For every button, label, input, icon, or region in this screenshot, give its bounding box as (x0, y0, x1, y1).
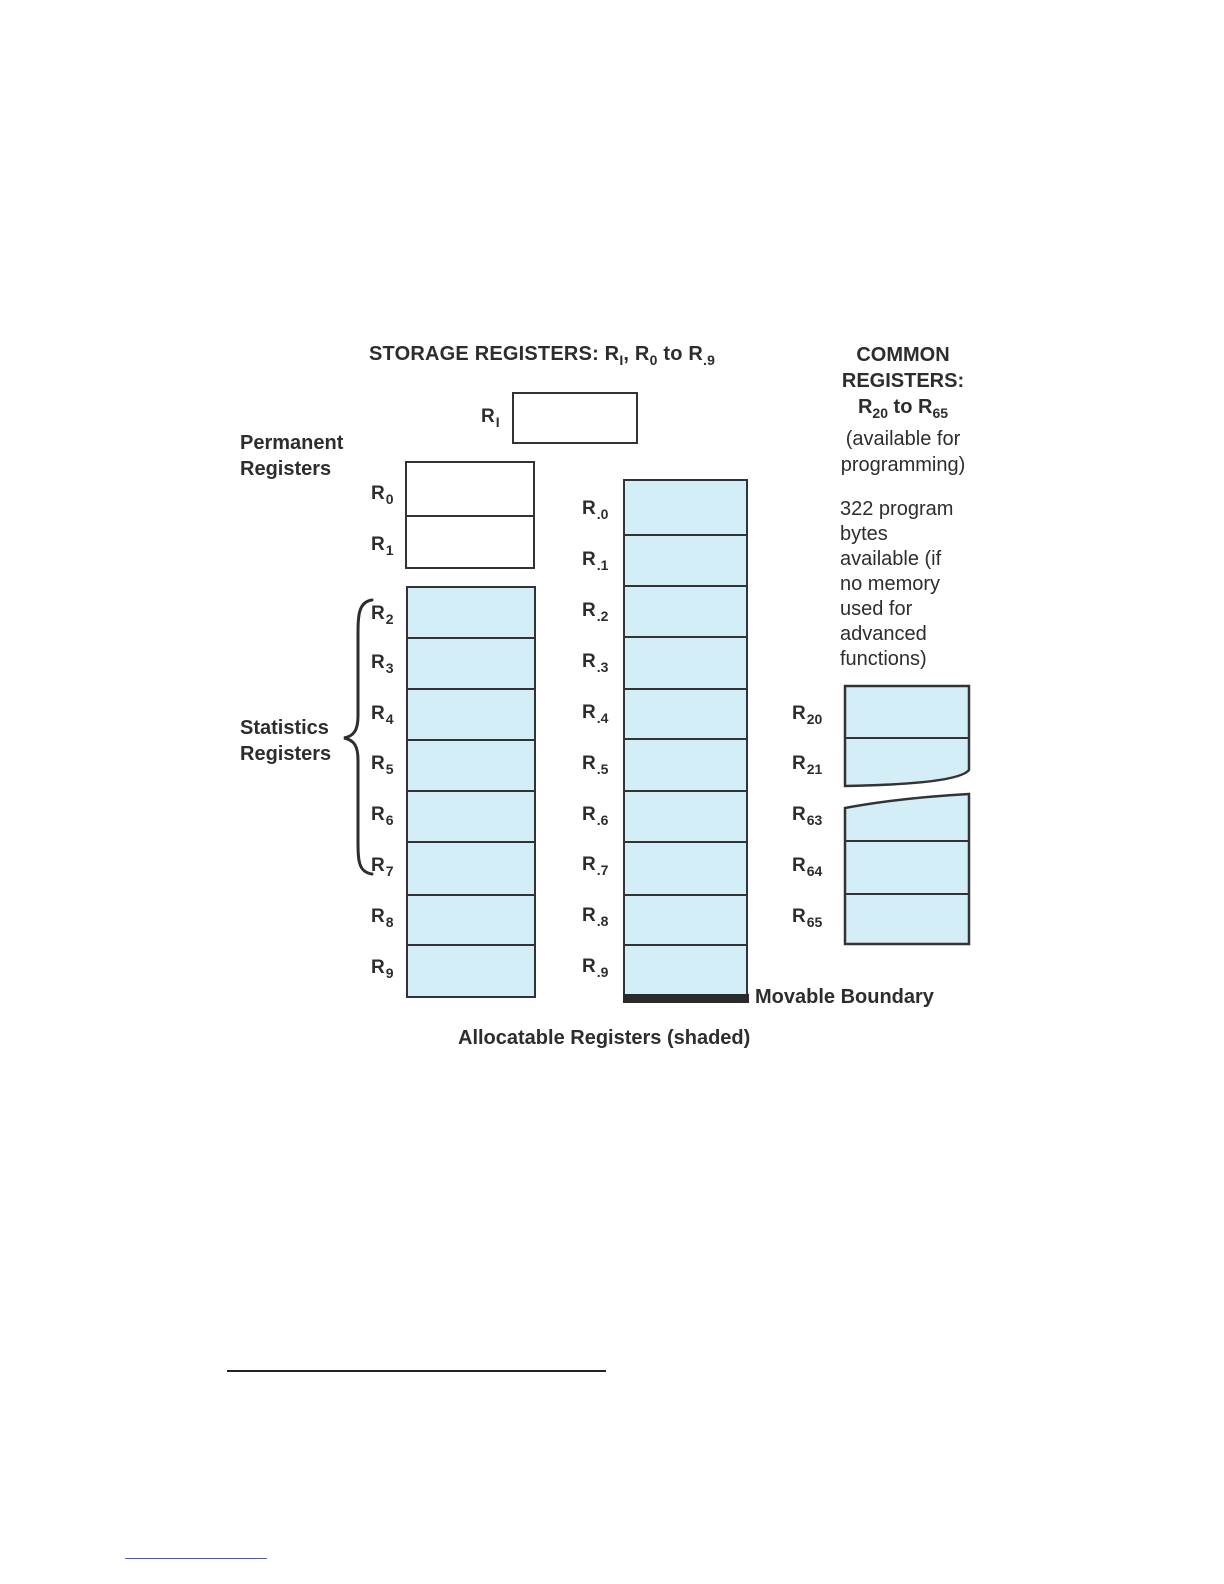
permanent-registers-label: Permanent Registers (240, 432, 344, 480)
register-label-ri: $R_I$ (481, 406, 500, 430)
register-r-dot9 (623, 944, 748, 996)
register-r63-r65-block (845, 794, 969, 944)
register-label-r64: $R_{64}$ (792, 855, 823, 879)
register-r-dot7 (623, 841, 748, 896)
register-r-dot1 (623, 534, 748, 587)
register-label-r2: $R_2$ (371, 603, 394, 627)
movable-boundary-label: Movable Boundary (755, 986, 934, 1008)
common-heading-note: (available for (845, 428, 961, 450)
register-label-r-dot5: $R_{.5}$ (582, 753, 609, 777)
register-label-r63: $R_{63}$ (792, 804, 823, 828)
common-heading-line: REGISTERS: (841, 370, 965, 392)
register-r20-r21-block (845, 686, 969, 786)
register-r9 (406, 944, 536, 998)
register-label-r20: $R_{20}$ (792, 703, 823, 727)
register-r0 (405, 461, 535, 517)
register-label-r0: $R_0$ (371, 483, 394, 507)
register-label-r-dot6: $R_{.6}$ (582, 804, 609, 828)
statistics-brace-icon (340, 598, 376, 876)
register-label-r1: $R_1$ (371, 534, 394, 558)
register-label-r-dot8: $R_{.8}$ (582, 905, 609, 929)
common-registers-stack (838, 680, 978, 952)
register-r6 (406, 790, 536, 843)
common-registers-heading (818, 342, 988, 478)
register-r-dot3 (623, 636, 748, 690)
register-label-r4: $R_4$ (371, 703, 394, 727)
register-label-r-dot0: $R_{.0}$ (582, 498, 609, 522)
register-label-r7: $R_7$ (371, 855, 394, 879)
register-r1 (405, 515, 535, 569)
register-label-r-dot3: $R_{.3}$ (582, 651, 609, 675)
register-label-r-dot9: $R_{.9}$ (582, 956, 609, 980)
register-r4 (406, 688, 536, 741)
register-label-r-dot4: $R_{.4}$ (582, 702, 609, 726)
statistics-registers-label: Statistics Registers (240, 717, 332, 765)
register-label-r-dot2: $R_{.2}$ (582, 600, 609, 624)
register-r-dot0 (623, 479, 748, 536)
register-label-r8: $R_8$ (371, 906, 394, 930)
register-r8 (406, 894, 536, 946)
register-r-dot4 (623, 688, 748, 740)
register-r-dot2 (623, 585, 748, 638)
register-label-r9: $R_9$ (371, 957, 394, 981)
register-label-r65: $R_{65}$ (792, 906, 823, 930)
movable-boundary-bar (623, 994, 749, 1003)
register-r3 (406, 637, 536, 690)
register-r-dot5 (623, 738, 748, 792)
register-label-r-dot7: $R_{.7}$ (582, 854, 609, 878)
common-heading-note: programming) (840, 454, 966, 476)
diagram-title: STORAGE REGISTERS: $R_I$, $R_0$ to $R_{.9}$ (369, 343, 716, 368)
register-r-dot6 (623, 790, 748, 843)
diagram-caption: Allocatable Registers (shaded) (458, 1027, 751, 1049)
common-heading-range: $R_{20}$ to $R_{65}$ (857, 396, 949, 421)
register-label-r21: $R_{21}$ (792, 753, 823, 777)
program-bytes-note: 322 program bytes available (if no memory used for advanced functions) (840, 498, 954, 670)
register-label-r5: $R_5$ (371, 753, 394, 777)
register-ri (512, 392, 638, 444)
register-r2 (406, 586, 536, 639)
footer-link-rule (125, 1558, 267, 1559)
common-heading-line: COMMON (856, 344, 950, 366)
register-label-r3: $R_3$ (371, 652, 394, 676)
footnote-rule (227, 1370, 606, 1372)
register-label-r6: $R_6$ (371, 804, 394, 828)
register-r5 (406, 739, 536, 792)
register-label-r-dot1: $R_{.1}$ (582, 549, 609, 573)
register-r-dot8 (623, 894, 748, 946)
register-r7 (406, 841, 536, 896)
